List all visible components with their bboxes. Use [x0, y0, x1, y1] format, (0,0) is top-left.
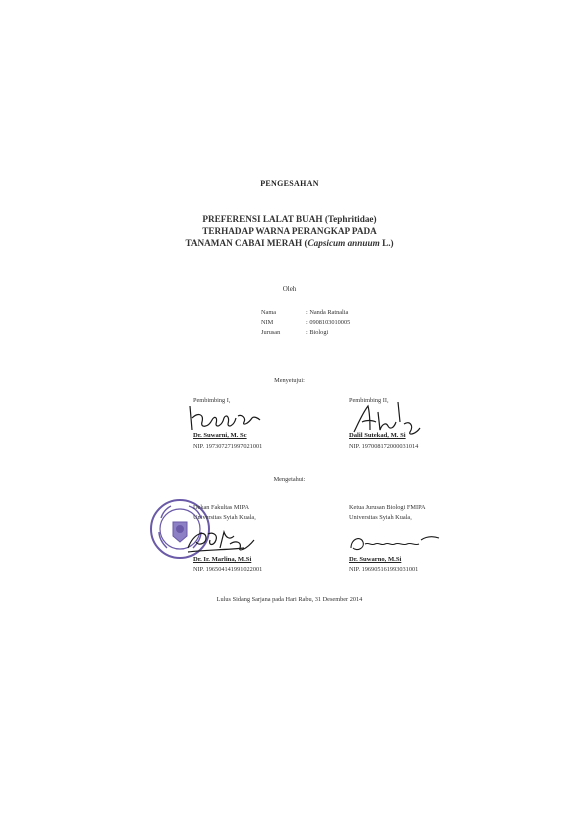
by-label: Oleh — [282, 285, 297, 293]
identity-label-department: Jurusan — [261, 329, 281, 336]
advisor-1-role: Pembimbing I, — [193, 397, 231, 404]
head-role-line-2: Universitas Syiah Kuala, — [349, 514, 412, 521]
advisor-2-role: Pembimbing II, — [349, 397, 389, 404]
advisor-1-name: Dr. Suwarni, M. Sc — [193, 432, 247, 439]
advisor-2-name: Dalil Sutekad, M. Si — [349, 432, 406, 439]
head-role-line-1: Ketua Jurusan Biologi FMIPA — [349, 504, 426, 511]
identity-value-department: : Biologi — [306, 329, 329, 336]
title-line-3-suffix: L.) — [379, 238, 394, 248]
identity-label-name: Nama — [261, 309, 277, 316]
dean-name: Dr. Ir. Marlina, M.Si — [193, 556, 252, 563]
advisor-2-signature — [348, 400, 428, 436]
graduation-footer: Lulus Sidang Sarjana pada Hari Rabu, 31 Desember 2014 — [216, 596, 363, 603]
approved-label: Menyetujui: — [274, 377, 305, 384]
species-name: Capsicum annuum — [307, 238, 380, 248]
dean-signature — [184, 528, 264, 554]
acknowledged-label: Mengetahui: — [273, 476, 306, 483]
identity-label-nim: NIM — [261, 319, 274, 326]
thesis-title-line-1: PREFERENSI LALAT BUAH (Tephritidae) — [202, 214, 377, 224]
head-name: Dr. Suwarno, M.Si — [349, 556, 402, 563]
dean-role-line-1: Dekan Fakultas MIPA — [193, 504, 250, 511]
identity-value-nim: : 0908103010005 — [306, 319, 351, 326]
title-line-3-prefix: TANAMAN CABAI MERAH ( — [185, 238, 308, 248]
head-nip: NIP. 196905161993031001 — [349, 566, 419, 573]
head-signature — [347, 532, 447, 554]
advisor-1-nip: NIP. 197307271997021001 — [193, 443, 263, 450]
thesis-title-line-2: TERHADAP WARNA PERANGKAP PADA — [202, 226, 377, 236]
identity-value-name: : Nanda Ratnalia — [306, 309, 349, 316]
dean-nip: NIP. 196504141991022001 — [193, 566, 263, 573]
advisor-1-signature — [186, 404, 266, 434]
page-heading: PENGESAHAN — [260, 179, 319, 188]
thesis-title-line-3 — [0, 237, 579, 249]
dean-role-line-2: Universitas Syiah Kuala, — [193, 514, 256, 521]
advisor-2-nip: NIP. 197008172000031014 — [349, 443, 419, 450]
